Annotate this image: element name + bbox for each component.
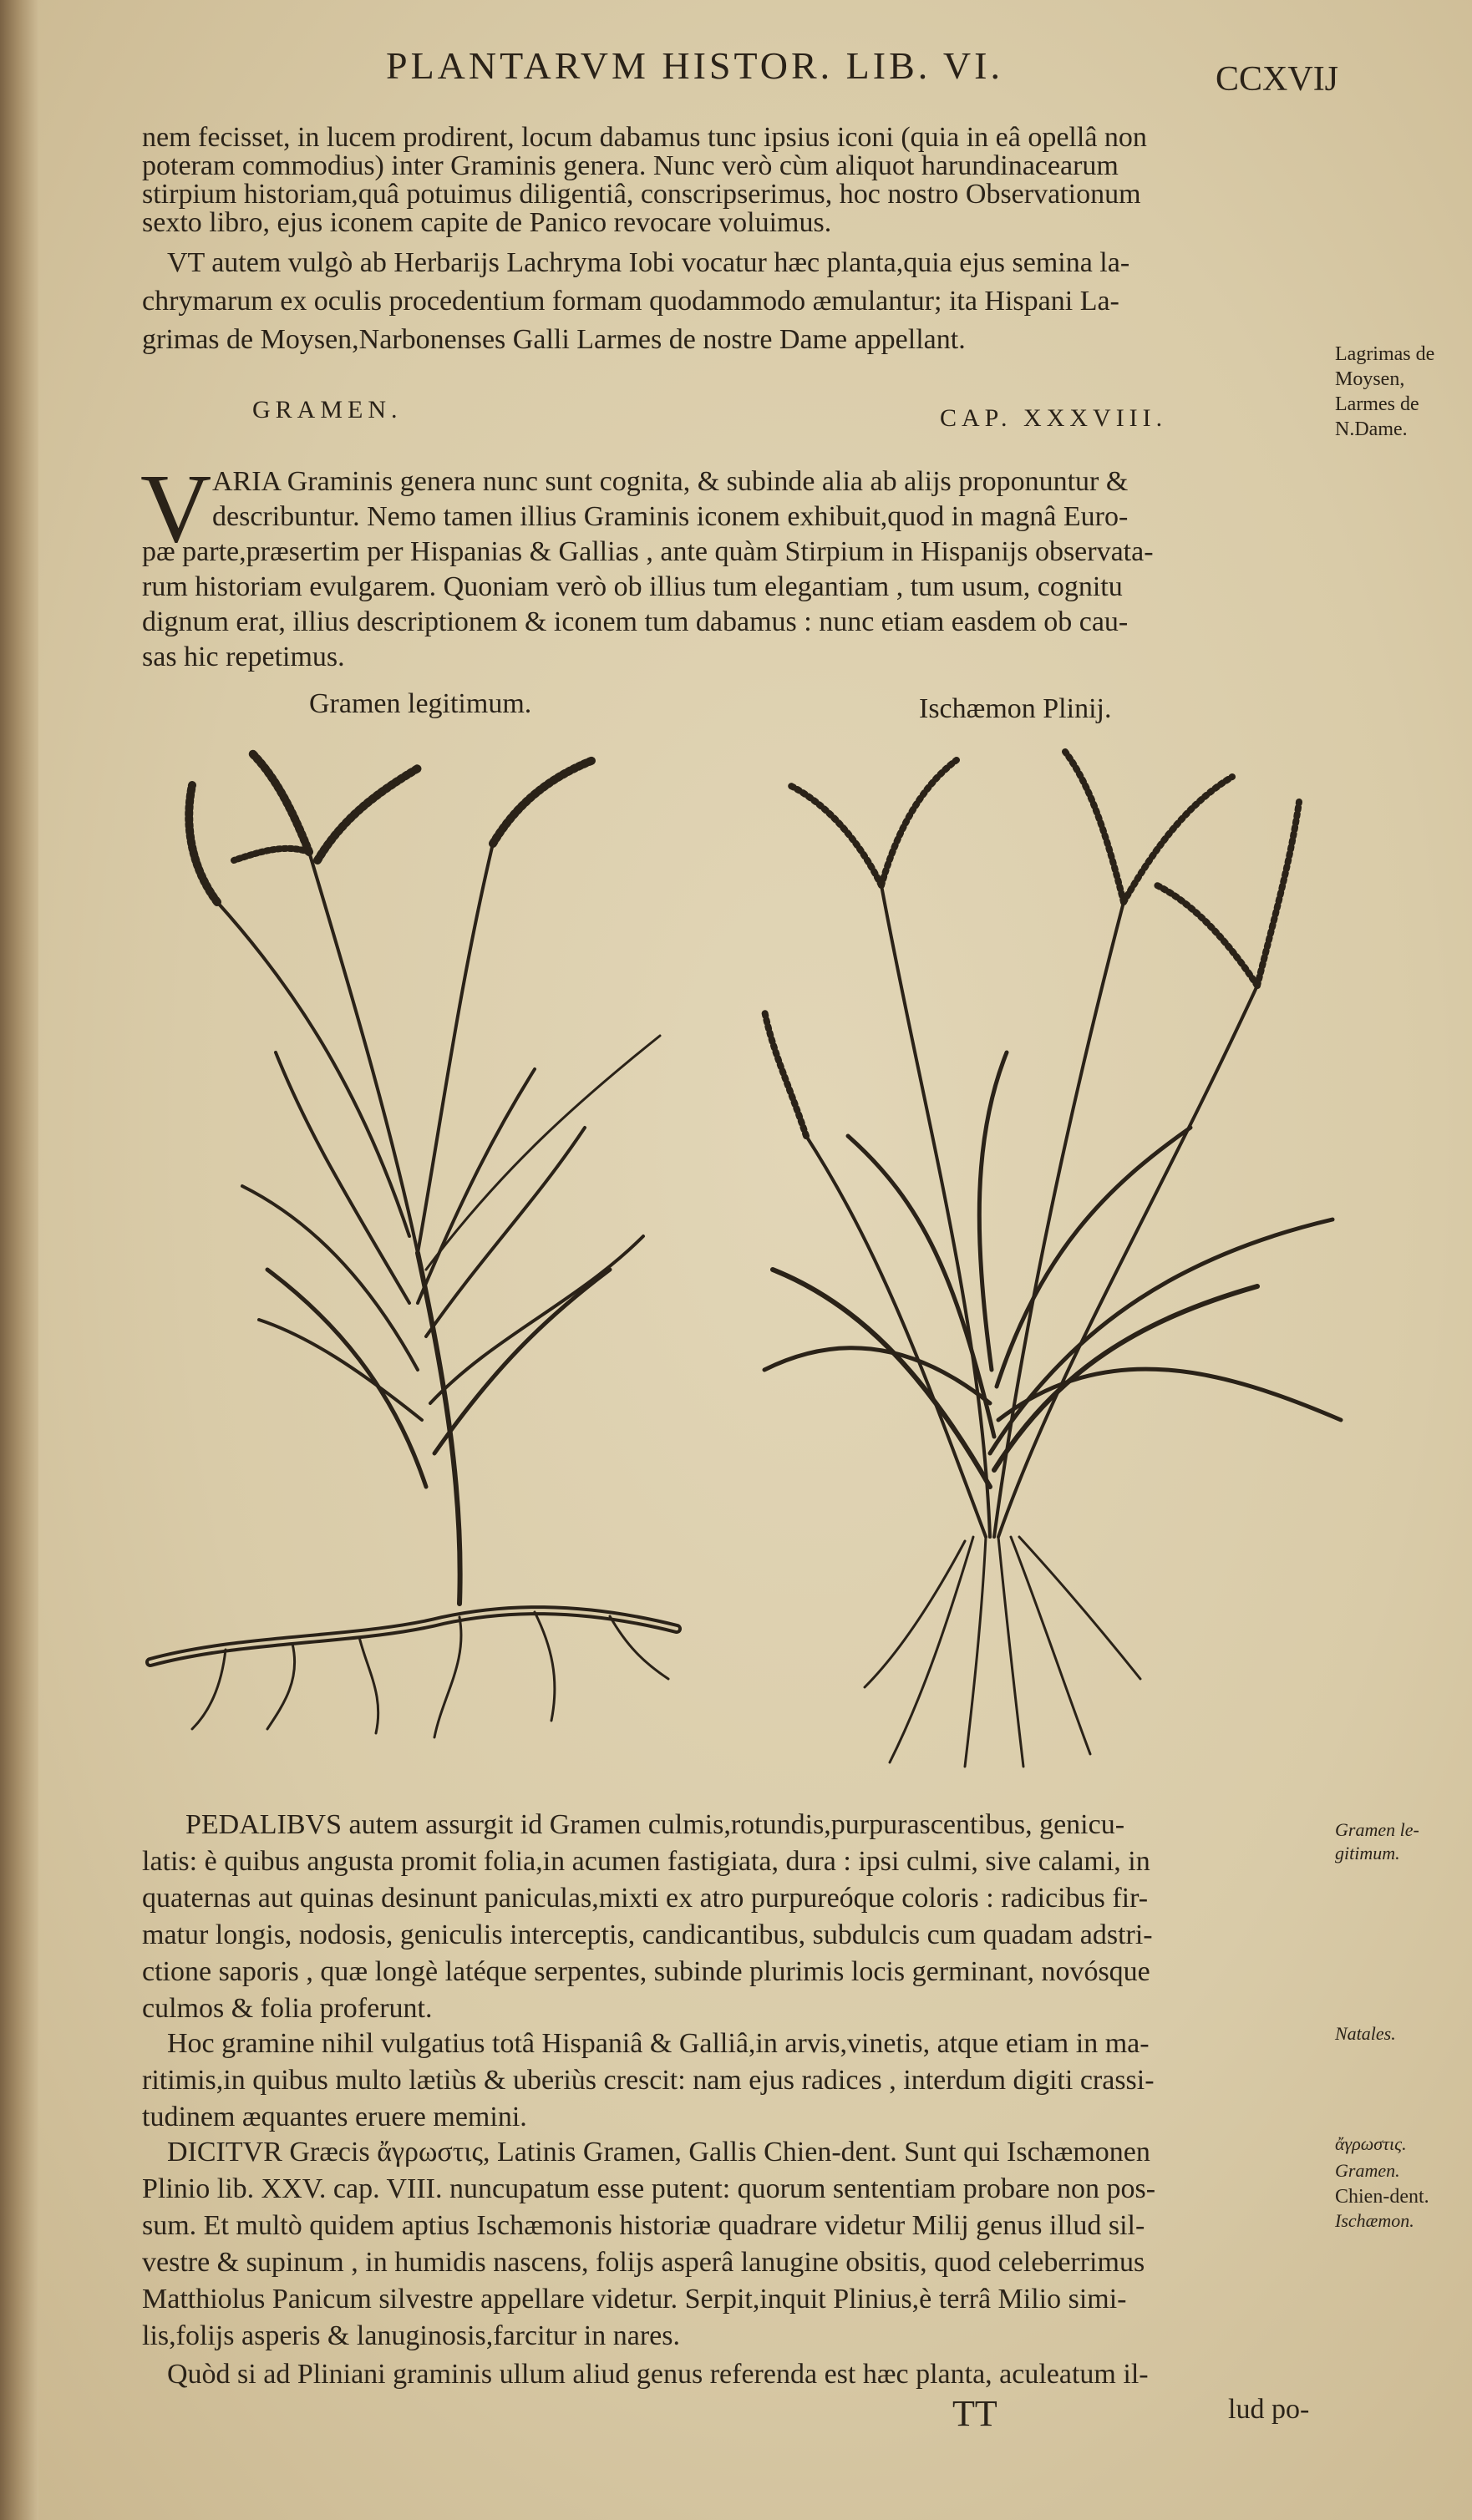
text-line: DICITVR Græcis ἄγρωστις, Latinis Gramen, Gallis Chien-dent. Sunt qui Ischæmonen (167, 2137, 1150, 2168)
text-line: ctione saporis , quæ longè latéque serpentes, subinde plurimis locis germinant, novósque (142, 1956, 1150, 1987)
margin-note: Gramen. (1335, 2160, 1400, 2181)
margin-note: ἄγρωστις. (1335, 2133, 1407, 2154)
text-line: stirpium historiam,quâ potuimus diligentiâ, conscripserimus, hoc nostro Observationum (142, 179, 1141, 210)
text-line: Quòd si ad Pliniani graminis ullum aliud genus referenda est hæc planta, aculeatum il- (167, 2359, 1149, 2390)
text-line: sexto libro, ejus iconem capite de Panico revocare voluimus. (142, 207, 832, 238)
ischaemon-plinij-woodcut (756, 735, 1358, 1771)
text-line: chrymarum ex oculis procedentium formam quodammodo æmulantur; ita Hispani La- (142, 286, 1119, 317)
text-line: sum. Et multò quidem aptius Ischæmonis historiæ quadrare videtur Milij genus illud sil- (142, 2210, 1145, 2241)
running-title: PLANTARVM HISTOR. LIB. VI. (386, 44, 1003, 87)
text-line: tudinem æquantes eruere memini. (142, 2102, 527, 2132)
text-line: Matthiolus Panicum silvestre appellare videtur. Serpit,inquit Plinius,è terrâ Milio simi- (142, 2284, 1127, 2315)
text-line: pæ parte,præsertim per Hispanias & Gallias , ante quàm Stirpium in Hispanijs observata- (142, 536, 1154, 567)
text-line: Plinio lib. XXV. cap. VIII. nuncupatum esse putent: quorum sententiam probare non pos- (142, 2173, 1156, 2204)
margin-note: Chien-dent. (1335, 2186, 1429, 2208)
text-line: lis,folijs asperis & lanuginosis,farcitur in nares. (142, 2320, 680, 2351)
signature-mark: TT (952, 2393, 997, 2434)
margin-note: gitimum. (1335, 1843, 1400, 1863)
text-line: poteram commodius) inter Graminis genera. Nunc verò cùm aliquot harundinacearum (142, 150, 1119, 181)
text-line: describuntur. Nemo tamen illius Graminis iconem exhibuit,quod in magnâ Euro- (212, 501, 1129, 532)
text-line: grimas de Moysen,Narbonenses Galli Larmes de nostre Dame appellant. (142, 324, 966, 355)
text-line: culmos & folia proferunt. (142, 1993, 433, 2024)
text-line: nem fecisset, in lucem prodirent, locum dabamus tunc ipsius iconi (quia in eâ opellâ non (142, 122, 1147, 153)
text-line: matur longis, nodosis, geniculis interceptis, candicantibus, subdulcis cum quadam adstri- (142, 1919, 1153, 1950)
text-line: rum historiam evulgarem. Quoniam verò ob illius tum elegantiam , tum usum, cognitu (142, 571, 1123, 602)
folio-number: CCXVIJ (1216, 60, 1339, 99)
margin-note: Moysen, (1335, 368, 1405, 390)
margin-note: Lagrimas de (1335, 343, 1435, 365)
chapter-number: CAP. XXXVIII. (940, 404, 1168, 432)
text-line: PEDALIBVS autem assurgit id Gramen culmis,rotundis,purpurascentibus, genicu- (185, 1809, 1125, 1840)
margin-note: Gramen le- (1335, 1819, 1419, 1840)
catchword: lud po- (1228, 2394, 1310, 2425)
text-line: ARIA Graminis genera nunc sunt cognita, & subinde alia ab alijs proponuntur & (212, 466, 1129, 497)
text-line: dignum erat, illius descriptionem & iconem tum dabamus : nunc etiam easdem ob cau- (142, 606, 1129, 637)
text-line: quaternas aut quinas desinunt paniculas,mixti ex atro purpureóque coloris : radicibus fir- (142, 1883, 1149, 1914)
gramen-legitimum-woodcut (142, 735, 727, 1762)
margin-note: Ischæmon. (1335, 2210, 1414, 2231)
text-line: latis: è quibus angusta promit folia,in acumen fastigiata, dura : ipsi culmi, sive calami, in (142, 1846, 1150, 1877)
margin-note: Larmes de (1335, 393, 1419, 415)
figure-caption-right: Ischæmon Plinij. (919, 693, 1112, 724)
text-line: vestre & supinum , in humidis nascens, folijs asperâ lanugine obsitis, quod celeberrimus (142, 2247, 1145, 2278)
margin-note: N.Dame. (1335, 418, 1408, 440)
text-line: Hoc gramine nihil vulgatius totâ Hispaniâ & Galliâ,in arvis,vinetis, atque etiam in ma- (167, 2028, 1150, 2059)
text-line: ritimis,in quibus multo lætiùs & uberiùs crescit: nam ejus radices , interdum digiti crassi- (142, 2065, 1155, 2096)
text-line: sas hic repetimus. (142, 641, 345, 672)
margin-note: Natales. (1335, 2023, 1396, 2044)
chapter-title: GRAMEN. (252, 396, 403, 423)
drop-cap: V (140, 454, 212, 563)
text-line: VT autem vulgò ab Herbarijs Lachryma Iobi vocatur hæc planta,quia ejus semina la- (167, 247, 1130, 278)
figure-caption-left: Gramen legitimum. (309, 688, 532, 719)
page-gutter (0, 0, 38, 2520)
